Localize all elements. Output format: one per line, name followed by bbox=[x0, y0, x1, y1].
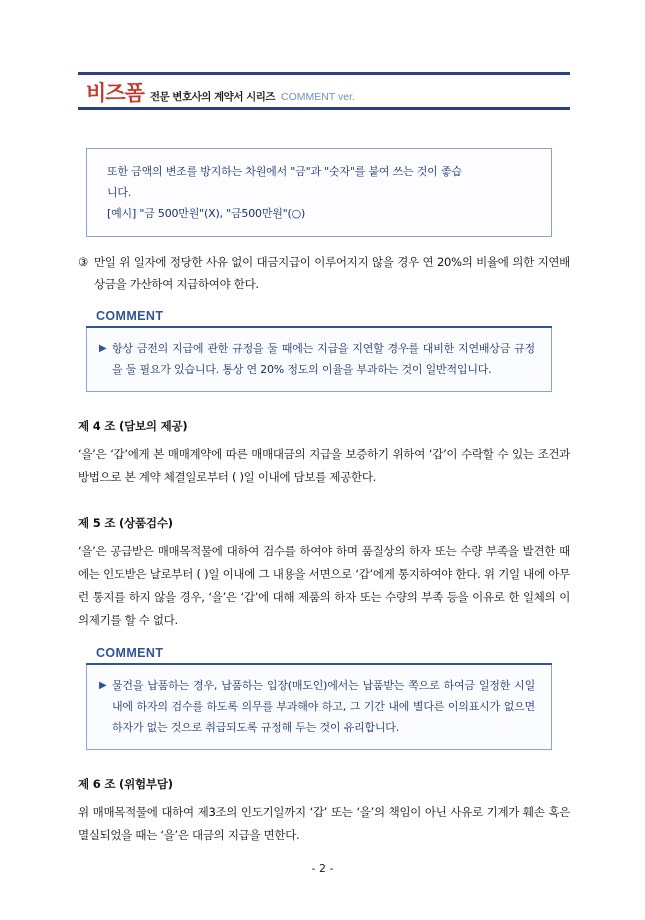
article-text: ‘을’은 공급받은 매매목적물에 대하여 검수를 하여야 하며 품질상의 하자 또는 수량 부족을 발견한 때에는 인도받은 날로부터 ( )일 이내에 그 내용을 서면으로 ‘갑’에게 통지하여야 한다. 위 기일 내에 아무런 통지를 하지 않을 경우, ‘을’은 ‘갑’에 대해 제품의 하자 또는 수량의 부족 등을 이유로 한 일체의 이의제기를 할 수 없다. bbox=[78, 544, 570, 627]
article-title: 제 4 조 (담보의 제공) bbox=[78, 419, 188, 433]
comment-text: 물건을 납품하는 경우, 납품하는 입장(매도인)에서는 납품받는 쪽으로 하여금 일정한 시일 내에 하자의 검수를 하도록 의무를 부과해야 하고, 그 기간 내에 별다른 이의표시가 없으면 하자가 없는 것으로 취급되도록 규정해 두는 것이 유리합니다. bbox=[112, 679, 535, 734]
page-number: - 2 - bbox=[311, 862, 334, 875]
page-footer bbox=[0, 862, 645, 875]
note-box bbox=[86, 148, 552, 237]
article-title: 제 6 조 (위험부담) bbox=[78, 777, 173, 791]
header-rule-top bbox=[78, 72, 570, 75]
brand-logo: 비즈폼 bbox=[86, 81, 144, 105]
note-line-2: 니다. bbox=[107, 186, 132, 199]
clause-item bbox=[78, 251, 570, 295]
comment-bullet-icon: ▶ bbox=[99, 343, 107, 354]
comment-text: 항상 금전의 지급에 관한 규정을 둘 때에는 지급을 지연할 경우를 대비한 지연배상금 규정을 둘 필요가 있습니다. 통상 연 20% 정도의 이율을 부과하는 것이 일반적입니다. bbox=[112, 342, 535, 376]
article-section bbox=[78, 515, 570, 632]
comment-title: COMMENT bbox=[96, 309, 164, 323]
brand-row bbox=[86, 77, 355, 107]
comment-block bbox=[86, 646, 552, 750]
article-text: ‘을’은 ‘갑’에게 본 매매계약에 따른 매매대금의 지급을 보증하기 위하여 ‘갑’이 수락할 수 있는 조건과 방법으로 본 계약 체결일로부터 ( )일 이내에 담보를 제공한다. bbox=[78, 447, 570, 484]
article-section bbox=[78, 776, 570, 847]
comment-bullet-icon: ▶ bbox=[99, 680, 107, 691]
article-title: 제 5 조 (상품검수) bbox=[78, 516, 173, 530]
note-line-1: 또한 금액의 변조를 방지하는 차원에서 "금"과 "숫자"를 붙여 쓰는 것이 좋습 bbox=[107, 165, 462, 178]
article-text: 위 매매목적물에 대하여 제3조의 인도기일까지 ‘갑’ 또는 ‘을’의 책임이 아닌 사유로 기계가 훼손 혹은 멸실되었을 때는 ‘을’은 대금의 지급을 면한다. bbox=[78, 805, 570, 842]
brand-comment-version: COMMENT ver. bbox=[281, 91, 355, 103]
document-content bbox=[78, 148, 570, 847]
header-rule-bottom bbox=[78, 107, 570, 110]
comment-block bbox=[86, 309, 552, 392]
comment-box bbox=[86, 665, 552, 750]
document-header bbox=[78, 72, 570, 110]
comment-title: COMMENT bbox=[96, 646, 164, 660]
note-line-3: [예시] "금 500만원"(X), "금500만원"(○) bbox=[107, 207, 306, 220]
clause-number: ③ bbox=[78, 255, 89, 269]
brand-tagline: 전문 변호사의 계약서 시리즈 bbox=[149, 91, 276, 103]
comment-box bbox=[86, 328, 552, 392]
clause-text: 만일 위 일자에 정당한 사유 없이 대금지급이 이루어지지 않을 경우 연 20%의 비율에 의한 지연배상금을 가산하여 지급하여야 한다. bbox=[94, 255, 570, 291]
article-section bbox=[78, 418, 570, 489]
